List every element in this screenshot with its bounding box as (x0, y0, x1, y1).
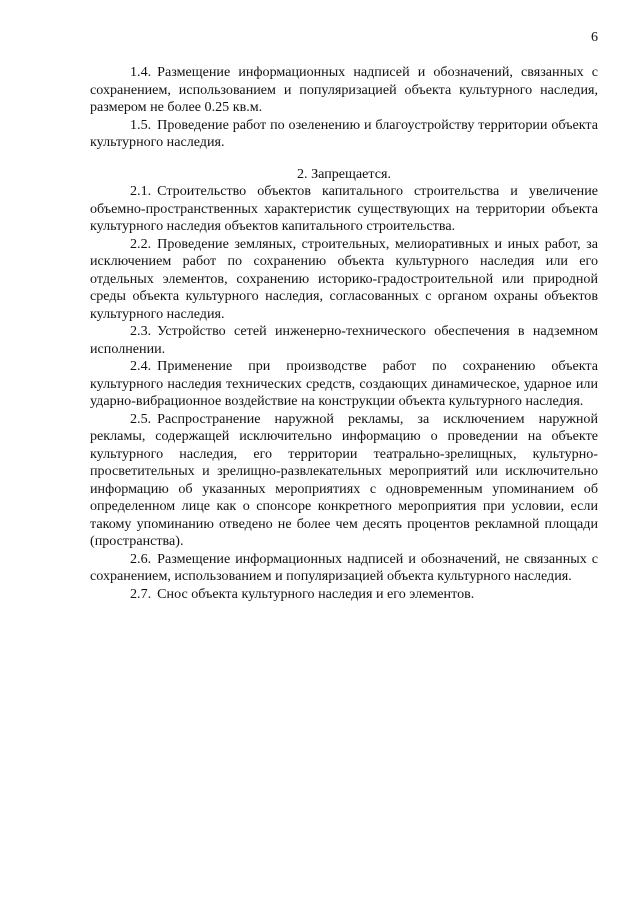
item-text: Проведение работ по озеленению и благоустройству территории объекта культурного наследия. (90, 116, 598, 150)
list-item (90, 551, 598, 586)
item-text: Применение при производстве работ по сохранению объекта культурного наследия технических средств, создающих динамическое, ударное или ударно-вибрационное воздействие на конструкции объекта культурного наследия. (90, 358, 598, 409)
item-number: 2.7. (130, 585, 152, 602)
list-item (90, 586, 598, 604)
document-body (90, 64, 598, 603)
item-number: 1.4. (130, 64, 152, 80)
item-text: Снос объекта культурного наследия и его элементов. (157, 585, 475, 602)
item-number: 2.4. (130, 358, 152, 374)
item-number: 1.5. (130, 116, 152, 133)
list-item (90, 183, 598, 236)
item-number: 2.2. (130, 235, 152, 252)
item-text: Устройство сетей инженерно-технического обеспечения в надземном исполнении. (90, 323, 598, 357)
list-item (90, 236, 598, 324)
list-item (90, 411, 598, 551)
list-item (90, 117, 598, 152)
list-item (90, 323, 598, 358)
item-text: Размещение информационных надписей и обозначений, связанных с сохранением, использованием и популяризацией объекта культурного наследия, размером не более 0.25 кв.м. (90, 64, 598, 115)
item-number: 2.1. (130, 183, 152, 199)
item-number: 2.3. (130, 323, 152, 339)
item-text: Распространение наружной рекламы, за исключением наружной рекламы, содержащей исключительно информацию о проведении на объекте культурного наследия, его территории театрально-зрелищных, культурно-просветительных и зрелищно-развлекательных мероприятий или исключительно информацию об указанных мероприятиях с одновременным упоминанием об определенном лице как о спонсоре конкретного мероприятия при условии, если такому упоминанию отведено не более чем десять процентов рекламной площади (пространства). (90, 410, 598, 549)
item-text: Строительство объектов капитального строительства и увеличение объемно-пространственных характеристик существующих на территории объекта культурного наследия объектов капитального строительства. (90, 183, 598, 234)
section-title: 2. Запрещается. (296, 165, 392, 182)
item-text: Проведение земляных, строительных, мелиоративных и иных работ, за исключением работ по сохранению объекта культурного наследия или его отдельных элементов, сохранению историко-градостроительной или природной среды объекта культурного наследия, согласованных с органом охраны объектов культурного наследия. (90, 235, 598, 322)
item-number: 2.5. (130, 410, 152, 427)
list-item (90, 358, 598, 411)
item-number: 2.6. (130, 550, 152, 567)
list-item (90, 64, 598, 117)
page-number: 6 (591, 30, 598, 45)
item-text: Размещение информационных надписей и обозначений, не связанных с сохранением, использованием и популяризацией объекта культурного наследия. (90, 550, 598, 584)
